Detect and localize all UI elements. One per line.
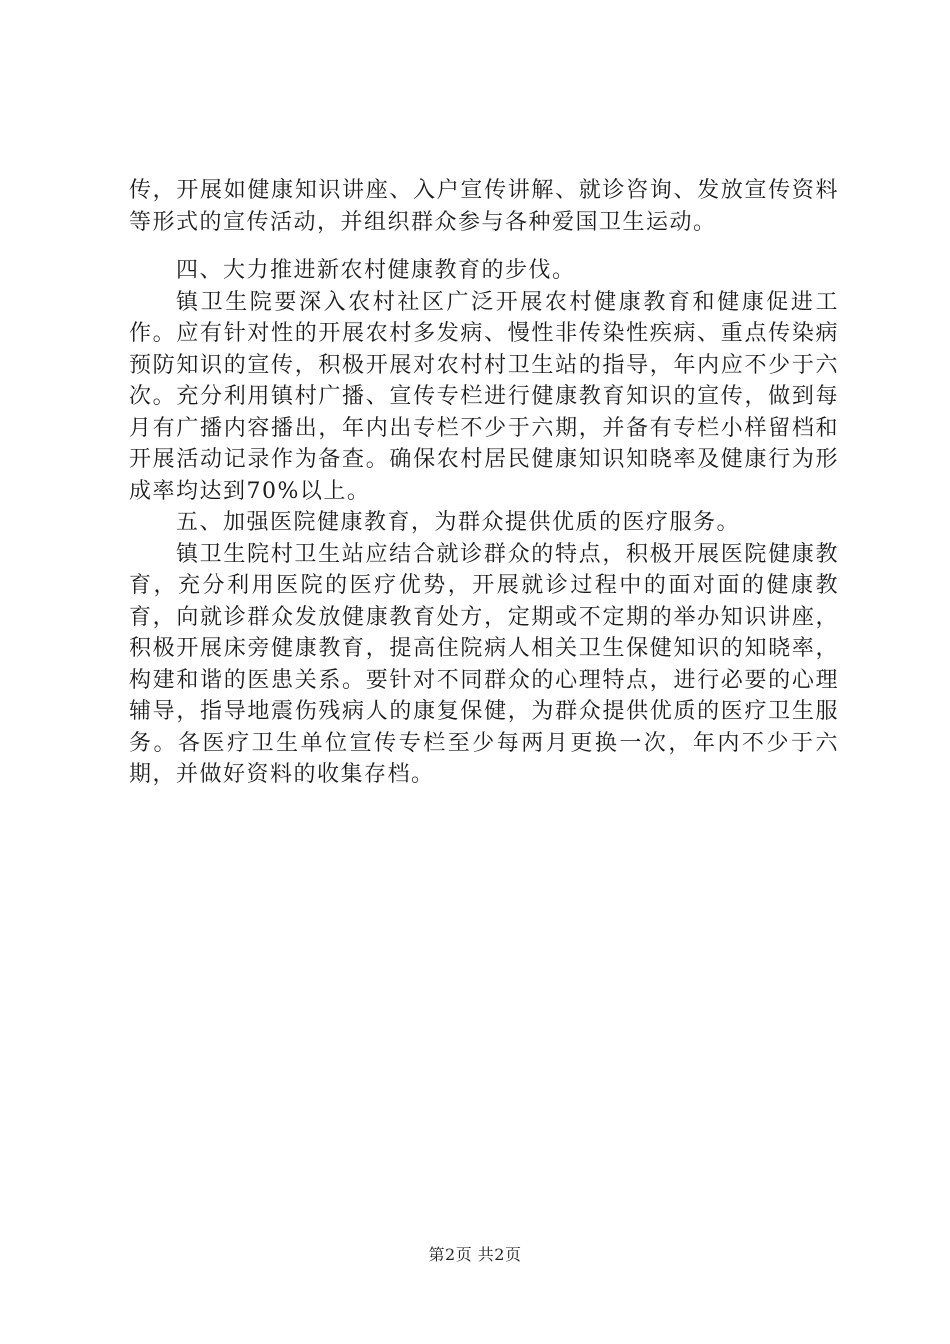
main-text-block bbox=[129, 255, 839, 791]
section-paragraph-5: 镇卫生院村卫生站应结合就诊群众的特点，积极开展医院健康教育，充分利用医院的医疗优势，开展就诊过程中的面对面的健康教育，向就诊群众发放健康教育处方，定期或不定期的举办知识讲座，积极开展床旁健康教育，提高住院病人相关卫生保健知识的知晓率，构建和谐的医患关系。要针对不同群众的心理特点，进行必要的心理辅导，指导地震伤残病人的康复保健，为群众提供优质的医疗卫生服务。各医疗卫生单位宣传专栏至少每两月更换一次，年内不少于六期，并做好资料的收集存档。 bbox=[129, 541, 839, 787]
section-heading-4: 四、大力推进新农村健康教育的步伐。 bbox=[176, 258, 576, 283]
continued-paragraph-block bbox=[129, 175, 839, 238]
section-heading-5: 五、加强医院健康教育，为群众提供优质的医疗服务。 bbox=[176, 510, 741, 535]
section-paragraph-4: 镇卫生院要深入农村社区广泛开展农村健康教育和健康促进工作。应有针对性的开展农村多发病、慢性非传染性疾病、重点传染病预防知识的宣传，积极开展对农村村卫生站的指导，年内应不少于六次。充分利用镇村广播、宣传专栏进行健康教育知识的宣传，做到每月有广播内容播出，年内出专栏不少于六期，并备有专栏小样留档和开展活动记录作为备查。确保农村居民健康知识知晓率及健康行为形成率均达到70%以上。 bbox=[129, 289, 839, 504]
continued-paragraph: 传，开展如健康知识讲座、入户宣传讲解、就诊咨询、发放宣传资料等形式的宣传活动，并组织群众参与各种爱国卫生运动。 bbox=[129, 178, 839, 235]
page-number-label: 第2页 共2页 bbox=[428, 1245, 522, 1264]
page-footer bbox=[0, 1242, 950, 1265]
